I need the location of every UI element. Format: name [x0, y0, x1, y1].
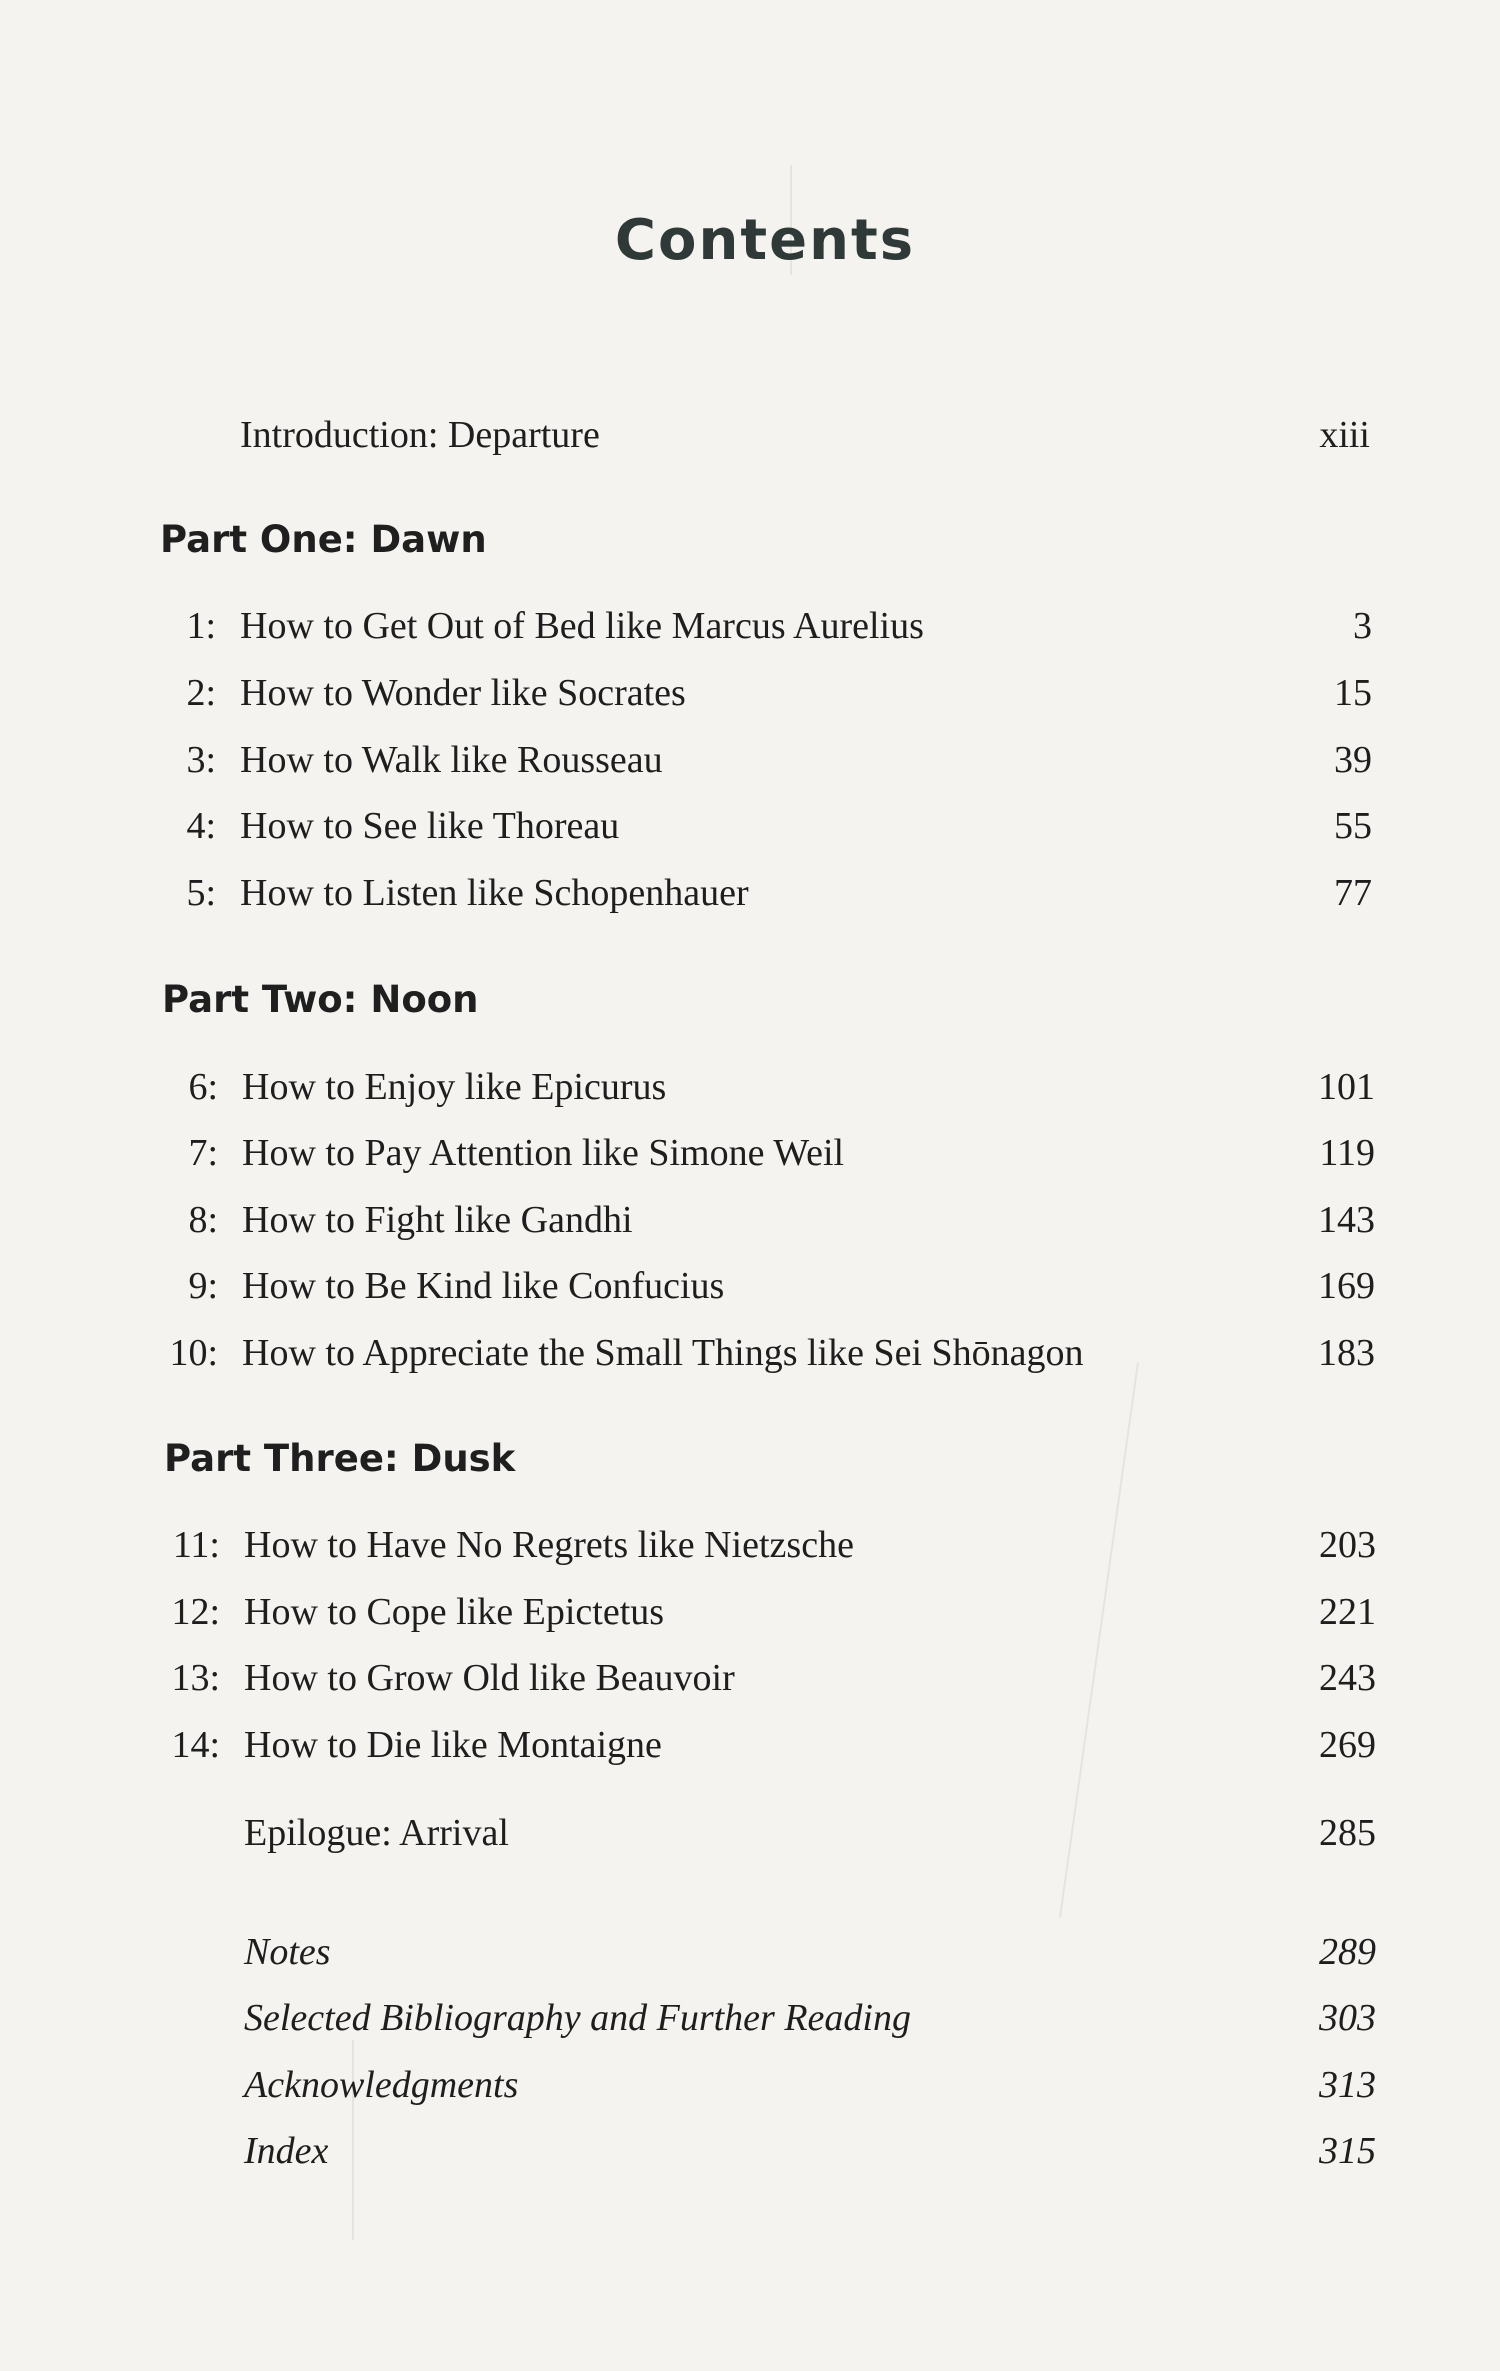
chapter-number: 4: [186, 805, 216, 847]
chapter-title: How to Fight like Gandhi [242, 1199, 633, 1241]
page-title: Contents [614, 208, 916, 273]
chapter-title: How to Get Out of Bed like Marcus Aurelius [240, 605, 924, 647]
toc-entry-label: Epilogue: Arrival [244, 1812, 509, 1854]
toc-entry-page: 313 [1319, 2064, 1376, 2106]
toc-entry [162, 1062, 1375, 1112]
chapter-page: 183 [1318, 1332, 1375, 1374]
toc-entry [162, 1328, 1375, 1378]
part-heading: Part Two: Noon [162, 978, 479, 1021]
chapter-title: How to Walk like Rousseau [240, 739, 663, 781]
toc-entry-page: 315 [1319, 2130, 1376, 2172]
chapter-page: 143 [1318, 1199, 1375, 1241]
chapter-page: 15 [1334, 672, 1372, 714]
toc-entry [164, 1720, 1376, 1770]
chapter-number: 3: [186, 739, 216, 781]
toc-entry [160, 735, 1372, 785]
chapter-number: 12: [171, 1591, 220, 1633]
chapter-title: How to Be Kind like Confucius [242, 1265, 725, 1307]
toc-entry [164, 1653, 1376, 1703]
chapter-page: 203 [1319, 1524, 1376, 1566]
chapter-page: 221 [1319, 1591, 1376, 1633]
toc-entry-page: xiii [1319, 414, 1370, 456]
chapter-page: 77 [1334, 872, 1372, 914]
chapter-page: 269 [1319, 1724, 1376, 1766]
part-heading: Part One: Dawn [160, 518, 487, 561]
chapter-title: How to Cope like Epictetus [244, 1591, 665, 1633]
chapter-number: 14: [171, 1724, 220, 1766]
chapter-title: How to Pay Attention like Simone Weil [242, 1132, 845, 1174]
chapter-page: 101 [1318, 1066, 1375, 1108]
toc-entry [164, 1587, 1376, 1637]
chapter-page: 243 [1319, 1657, 1376, 1699]
chapter-page: 39 [1334, 739, 1372, 781]
toc-entry-back-matter [164, 1927, 1376, 1977]
chapter-title: How to Wonder like Socrates [240, 672, 686, 714]
chapter-number: 9: [188, 1265, 218, 1307]
toc-entry [160, 668, 1372, 718]
toc-entry [164, 1520, 1376, 1570]
toc-entry-label: Notes [244, 1931, 331, 1973]
toc-entry-label: Introduction: Departure [240, 414, 600, 456]
toc-entry-label: Acknowledgments [244, 2064, 519, 2106]
chapter-number: 5: [186, 872, 216, 914]
chapter-number: 11: [172, 1524, 220, 1566]
toc-entry [160, 801, 1372, 851]
chapter-page: 3 [1353, 605, 1372, 647]
chapter-title: How to Enjoy like Epicurus [242, 1066, 667, 1108]
chapter-title: How to Grow Old like Beauvoir [244, 1657, 735, 1699]
chapter-number: 7: [188, 1132, 218, 1174]
chapter-title: How to Have No Regrets like Nietzsche [244, 1524, 854, 1566]
toc-entry-label: Selected Bibliography and Further Reading [244, 1997, 911, 2039]
toc-entry [162, 1128, 1375, 1178]
toc-entry-back-matter [164, 2060, 1376, 2110]
toc-entry [160, 868, 1372, 918]
chapter-page: 169 [1318, 1265, 1375, 1307]
chapter-number: 10: [169, 1332, 218, 1374]
toc-entry [160, 601, 1372, 651]
chapter-number: 2: [186, 672, 216, 714]
chapter-title: How to Listen like Schopenhauer [240, 872, 749, 914]
toc-entry-epilogue [164, 1808, 1376, 1858]
toc-entry [162, 1195, 1375, 1245]
toc-entry-page: 303 [1319, 1997, 1376, 2039]
toc-entry-page: 285 [1319, 1812, 1376, 1854]
toc-entry-introduction [160, 410, 1370, 460]
chapter-number: 6: [188, 1066, 218, 1108]
toc-entry-page: 289 [1319, 1931, 1376, 1973]
toc-entry [162, 1261, 1375, 1311]
part-heading: Part Three: Dusk [164, 1437, 516, 1480]
chapter-title: How to See like Thoreau [240, 805, 620, 847]
toc-entry-back-matter [164, 2126, 1376, 2176]
toc-entry-back-matter [164, 1993, 1376, 2043]
chapter-number: 8: [188, 1199, 218, 1241]
chapter-page: 119 [1319, 1132, 1375, 1174]
chapter-title: How to Die like Montaigne [244, 1724, 662, 1766]
chapter-page: 55 [1334, 805, 1372, 847]
chapter-title: How to Appreciate the Small Things like Sei Shōnagon [242, 1332, 1084, 1374]
toc-entry-label: Index [244, 2130, 329, 2172]
chapter-number: 1: [186, 605, 216, 647]
chapter-number: 13: [171, 1657, 220, 1699]
